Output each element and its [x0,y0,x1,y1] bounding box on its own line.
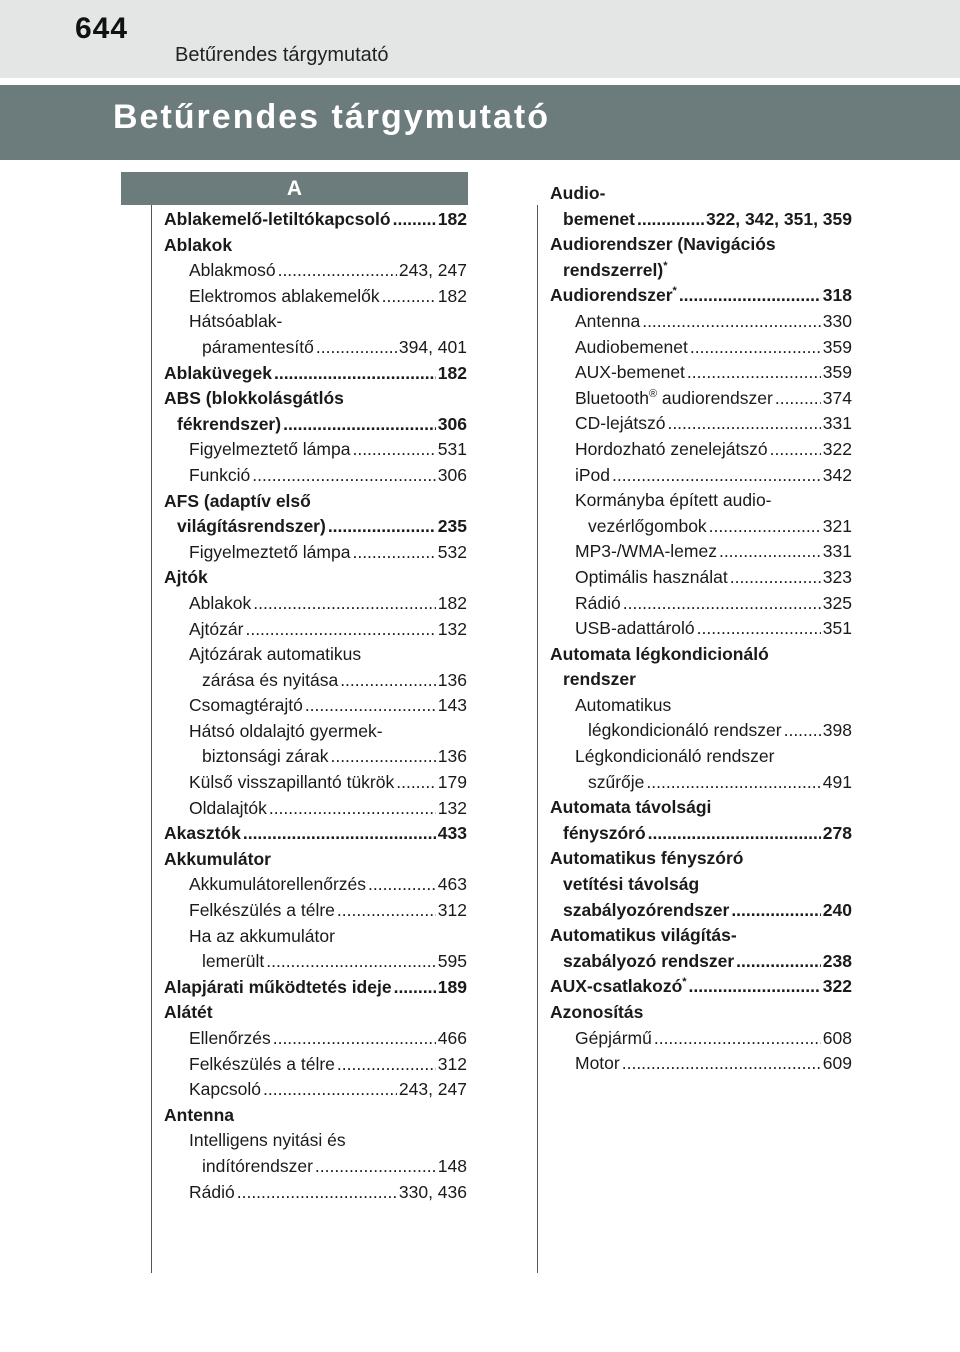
index-entry-term: Ellenőrzés [189,1028,271,1048]
index-entry-page-ref: 531 [437,439,467,460]
index-entry [550,923,852,949]
index-entry-term: Automatikus fényszóró [550,848,744,869]
dot-leader [252,463,436,489]
index-entry [550,232,852,258]
dot-leader [689,974,821,1000]
index-entry-page-ref: 238 [822,950,852,971]
index-entry-page-ref: 318 [822,285,852,306]
index-entry [550,335,852,361]
index-entry-term: Audiorendszer* [550,285,677,306]
index-entry [164,361,467,387]
dot-leader [612,463,821,489]
index-entry-page-ref: 235 [437,516,467,537]
index-entry [164,898,467,924]
index-entry [550,616,852,642]
index-entry [164,335,467,361]
index-entry-page-ref: 394, 401 [398,336,467,357]
index-entry-term: Figyelmeztető lámpa [189,439,351,460]
index-entry [550,974,852,1000]
index-entry-page-ref: 433 [437,823,467,844]
dot-leader [719,539,821,565]
page-title: Betűrendes tárgymutató [113,98,550,136]
dot-leader [393,207,436,233]
index-entry-term: szabályozó rendszer [563,950,735,971]
index-entry-term: Ha az akkumulátor [189,925,335,946]
dot-leader [269,796,436,822]
index-entry-term: fékrendszer) [177,413,282,434]
title-banner [0,85,960,160]
dot-leader [394,975,436,1001]
index-entry-term: világításrendszer) [177,516,326,537]
index-entry-term: bemenet [563,208,635,229]
dot-leader [243,821,436,847]
index-entry [550,718,852,744]
index-entry-term: Külső visszapillantó tükrök [189,772,395,793]
index-entry [164,1128,467,1154]
index-entry-page-ref: 359 [822,362,852,383]
index-entry-page-ref: 608 [822,1027,852,1048]
index-column-right [550,181,852,1077]
dot-leader [328,514,436,540]
index-entry-page-ref: 243, 247 [398,260,467,281]
index-entry [164,1052,467,1078]
dot-leader [679,283,821,309]
index-entry [164,796,467,822]
index-entry [164,668,467,694]
index-entry-term: Alátét [164,1002,213,1023]
index-entry [164,744,467,770]
index-entry [550,642,852,668]
index-entry-term: Automata légkondicionáló [550,643,769,664]
index-entry-page-ref: 532 [437,541,467,562]
index-entry [164,847,467,873]
index-entry-superscript: ® [648,387,658,400]
index-entry [164,258,467,284]
index-entry-term: Figyelmeztető lámpa [189,541,351,562]
index-entry [550,258,852,284]
index-entry-superscript: * [682,976,687,989]
index-entry-page-ref: 306 [437,464,467,485]
dot-leader [283,412,436,438]
left-column-rule [151,205,152,1273]
index-entry [164,233,467,259]
index-entry [164,565,467,591]
index-entry [550,463,852,489]
index-entry-term: vezérlőgombok [588,515,707,536]
index-entry-term: zárása és nyitása [202,669,339,690]
index-entry-page-ref: 312 [437,900,467,921]
index-entry-page-ref: 132 [437,618,467,639]
index-entry-page-ref: 312 [437,1053,467,1074]
dot-leader [274,361,436,387]
index-entry [550,283,852,309]
index-entry-term: MP3-/WMA-lemez [575,541,717,562]
index-entry [550,360,852,386]
index-entry [164,1077,467,1103]
index-entry-page-ref: 331 [822,541,852,562]
index-entry-term: szabályozórendszer [563,899,730,920]
index-entry-term: Ablakok [189,592,252,613]
index-entry-term: légkondicionáló rendszer [588,720,782,741]
index-entry-term: Bluetooth® audiorendszer [575,387,773,408]
index-entry-term: Audiorendszer (Navigációs [550,234,776,255]
index-entry-superscript: * [672,285,677,298]
index-entry [550,744,852,770]
index-entry [550,309,852,335]
index-entry-page-ref: 342 [822,464,852,485]
index-entry [164,437,467,463]
dot-leader [642,309,821,335]
dot-leader [667,411,820,437]
index-entry [164,642,467,668]
index-entry [550,693,852,719]
index-entry-term: Automatikus világítás- [550,925,737,946]
index-entry [550,181,852,207]
dot-leader [253,591,436,617]
index-entry-page-ref: 330, 436 [398,1181,467,1202]
index-entry [164,770,467,796]
index-column-left [164,207,467,1205]
index-entry-page-ref: 359 [822,336,852,357]
index-entry [164,924,467,950]
index-entry-term: Rádió [575,592,621,613]
index-entry-page-ref: 322, 342, 351, 359 [706,208,852,229]
dot-leader [709,514,821,540]
index-entry-term: fényszóró [563,822,646,843]
index-entry-page-ref: 609 [822,1053,852,1074]
index-entry-term: Ajtózár [189,618,244,639]
index-entry [164,872,467,898]
index-entry-term: Légkondicionáló rendszer [575,746,775,767]
index-entry [550,591,852,617]
index-entry [550,872,852,898]
dot-leader [368,872,436,898]
index-entry-term: iPod [575,464,611,485]
index-entry-term: szűrője [588,771,645,792]
index-entry-term: Ablakemelő-letiltókapcsoló [164,209,391,229]
dot-leader [622,1051,821,1077]
index-entry-term: indítórendszer [202,1155,313,1176]
index-entry-page-ref: 321 [822,515,852,536]
index-entry [164,309,467,335]
dot-leader [337,1052,436,1078]
dot-leader [690,335,821,361]
index-entry [164,1026,467,1052]
index-entry-term: AUX-csatlakozó* [550,976,687,997]
index-entry-page-ref: 132 [437,797,467,818]
index-entry [164,412,467,438]
index-entry-page-ref: 325 [822,592,852,613]
index-entry-term-continued: audiorendszer [657,387,773,408]
index-entry-page-ref: 136 [437,746,467,767]
section-letter-bar: A [121,172,468,205]
index-entry-term: Antenna [575,310,641,331]
index-entry-term: Rádió [189,1181,235,1202]
index-entry-term: Kormányba épített audio- [575,490,772,511]
dot-leader [637,207,704,233]
index-entry-term: Ablakmosó [189,260,276,281]
index-entry-term: Ablakok [164,234,233,255]
index-entry-term: Akkumulátorellenőrzés [189,874,367,895]
index-entry-term: Oldalajtók [189,797,267,818]
index-entry-term: Ablaküvegek [164,362,272,383]
dot-leader [646,770,820,796]
index-entry [164,463,467,489]
index-entry [164,207,467,233]
dot-leader [382,284,436,310]
index-entry [550,1026,852,1052]
index-entry [164,1154,467,1180]
index-entry-term: Azonosítás [550,1002,644,1022]
index-entry-page-ref: 182 [437,209,467,229]
index-entry [550,949,852,975]
index-entry-term: USB-adattároló [575,618,695,639]
dot-leader [648,821,821,847]
dot-leader [330,744,435,770]
index-entry-page-ref: 330 [822,310,852,331]
dot-leader [731,898,820,924]
index-entry-page-ref: 182 [437,592,467,613]
dot-leader [316,335,397,361]
index-entry [550,821,852,847]
dot-leader [730,565,821,591]
index-entry [164,489,467,515]
index-entry-term: Hordozható zenelejátszó [575,438,768,459]
index-entry [164,540,467,566]
index-entry-term: Motor [575,1053,620,1074]
index-entry-term: biztonsági zárak [202,746,329,767]
index-entry [164,975,467,1001]
index-entry-page-ref: 322 [822,438,852,459]
index-entry [164,1000,467,1026]
index-entry-term: Ajtózárak automatikus [189,644,362,665]
index-entry-page-ref: 306 [437,413,467,434]
index-entry-page-ref: 595 [437,951,467,972]
index-entry [550,207,852,233]
index-entry-term: Ajtók [164,567,208,588]
index-entry-term: Intelligens nyitási és [189,1130,346,1151]
index-entry-page-ref: 243, 247 [398,1079,467,1100]
index-entry-term: Felkészülés a télre [189,1053,335,1074]
index-entry-term: Automatikus [575,694,672,715]
index-entry-term: Elektromos ablakemelők [189,285,380,306]
index-entry-page-ref: 182 [437,362,467,383]
index-entry-term: Felkészülés a télre [189,900,335,921]
index-entry [550,386,852,412]
dot-leader [263,1077,397,1103]
dot-leader [278,258,397,284]
index-entry [550,1051,852,1077]
index-entry [550,437,852,463]
index-entry [164,386,467,412]
index-entry [550,488,852,514]
index-entry [164,1180,467,1206]
dot-leader [687,360,821,386]
index-entry-page-ref: 322 [822,976,852,997]
index-entry-term: Funkció [189,464,251,485]
index-entry [550,1000,852,1026]
index-entry-superscript: * [663,259,668,272]
index-entry [164,591,467,617]
index-entry-page-ref: 179 [437,772,467,793]
index-entry-page-ref: 189 [437,976,467,997]
dot-leader [623,591,821,617]
dot-leader [266,949,436,975]
index-entry-page-ref: 491 [822,771,852,792]
index-entry-page-ref: 182 [437,285,467,306]
dot-leader [784,718,821,744]
index-entry-term: Gépjármű [575,1027,652,1048]
index-entry-term: AUX-bemenet [575,362,685,383]
index-entry [550,539,852,565]
index-entry [550,770,852,796]
index-entry-page-ref: 351 [822,618,852,639]
dot-leader [697,616,821,642]
dot-leader [237,1180,397,1206]
index-entry-term: Audiobemenet [575,336,688,357]
index-entry-term: Csomagtérajtó [189,695,303,716]
index-entry-term: Alapjárati működtetés ideje [164,976,392,997]
index-entry-term: Hátsó oldalajtó gyermek- [189,720,383,741]
index-entry [550,898,852,924]
dot-leader [273,1026,436,1052]
dot-leader [736,949,821,975]
running-header-title: Betűrendes tárgymutató [175,44,389,66]
index-entry-term: Akkumulátor [164,848,271,869]
index-entry [164,719,467,745]
dot-leader [770,437,821,463]
index-entry-term: Kapcsoló [189,1079,261,1100]
index-entry-term: páramentesítő [202,336,314,357]
index-entry [164,1103,467,1129]
index-entry-page-ref: 323 [822,566,852,587]
index-entry-term: CD-lejátszó [575,413,666,434]
index-entry-term: Audio- [550,183,606,203]
index-entry [550,411,852,437]
index-entry-term: vetítési távolság [563,874,700,895]
index-entry-page-ref: 466 [437,1028,467,1048]
dot-leader [315,1154,436,1180]
index-entry [550,667,852,693]
index-entry-page-ref: 143 [437,695,467,716]
center-column-rule [537,205,538,1273]
index-entry-term: Optimális használat [575,566,728,587]
index-entry-term: Akasztók [164,823,241,844]
index-entry-term: Hátsóablak- [189,311,283,332]
index-entry [164,617,467,643]
dot-leader [337,898,436,924]
top-header-strip [0,0,960,78]
index-entry [550,795,852,821]
index-entry-page-ref: 398 [822,720,852,741]
dot-leader [396,770,436,796]
dot-leader [245,617,435,643]
index-entry [550,846,852,872]
dot-leader [352,540,435,566]
page-number: 644 [75,12,129,45]
dot-leader [775,386,821,412]
index-entry-page-ref: 331 [822,413,852,434]
index-entry [164,514,467,540]
index-entry-page-ref: 374 [822,387,852,408]
index-entry [550,514,852,540]
index-entry-term: lemerült [202,951,265,972]
index-entry-page-ref: 463 [437,874,467,895]
index-entry-term: AFS (adaptív első [164,490,311,511]
index-entry [164,821,467,847]
index-entry-page-ref: 136 [437,669,467,690]
index-entry-term: Antenna [164,1104,234,1125]
index-entry-page-ref: 240 [822,899,852,920]
index-entry-term: ABS (blokkolásgátlós [164,388,344,409]
index-entry [164,949,467,975]
dot-leader [340,668,436,694]
index-entry-term: rendszer [563,669,636,690]
index-entry-page-ref: 148 [437,1155,467,1176]
dot-leader [654,1026,821,1052]
index-entry-term: rendszerrel)* [563,259,668,280]
index-entry [550,565,852,591]
index-entry-page-ref: 278 [822,822,852,843]
index-entry-term: Automata távolsági [550,797,712,818]
index-entry [164,693,467,719]
dot-leader [352,437,435,463]
index-entry [164,284,467,310]
dot-leader [305,693,436,719]
